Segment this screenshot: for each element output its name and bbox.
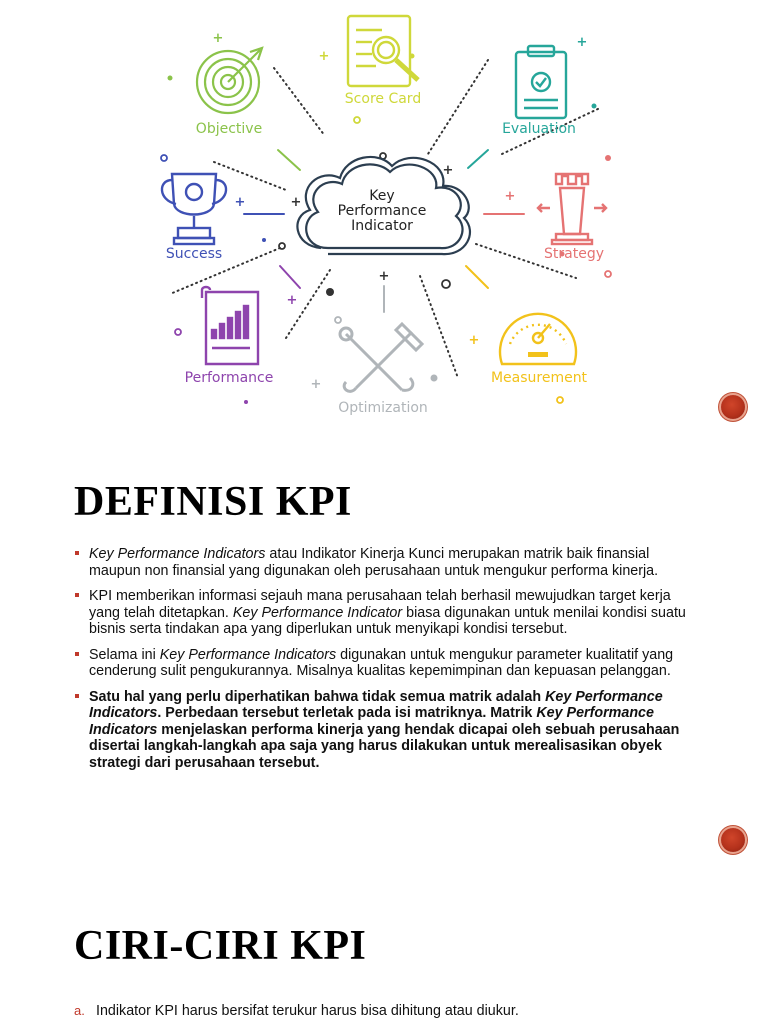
target-icon — [197, 48, 262, 113]
label-performance: Performance — [184, 370, 274, 386]
bullet-text: atau Indikator Kinerja Kunci merupakan matrik baik finansial maupun non finansial yang digunakan oleh perusahaan untuk mengukur performa kinerja. — [89, 546, 659, 579]
bullet-text: menjelaskan performa kinerja yang hendak dicapai oleh sebuah perusahaan disertai langkah-langkah apa saja yang harus dilakukan untuk merealisasikan obyek strategi dari perusahaan tersebut. — [89, 721, 680, 771]
bullet-marker — [75, 694, 79, 698]
ciri-ciri-list — [74, 1003, 519, 1019]
svg-text:+: + — [234, 195, 246, 210]
definisi-bullet-list — [74, 546, 694, 780]
clipboard-icon — [516, 46, 566, 118]
label-evaluation: Evaluation — [502, 121, 576, 137]
svg-text:+: + — [310, 377, 322, 392]
label-optimization: Optimization — [338, 400, 428, 416]
svg-text:+: + — [576, 35, 588, 50]
center-label-line-3: Indicator — [351, 218, 413, 234]
section-title-definisi: DEFINISI KPI — [74, 479, 352, 525]
list-item — [74, 1003, 519, 1019]
label-measurement: Measurement — [490, 370, 588, 386]
svg-text:+: + — [318, 49, 330, 64]
bullet-item — [74, 647, 694, 680]
bullet-item — [74, 588, 694, 638]
svg-text:+: + — [286, 293, 298, 308]
label-strategy: Strategy — [544, 246, 604, 262]
label-success: Success — [165, 246, 223, 262]
section-title-ciri-ciri: CIRI-CIRI KPI — [74, 923, 367, 969]
center-label-line-1: Key — [369, 188, 395, 204]
label-objective: Objective — [195, 121, 263, 137]
bullet-item — [74, 689, 694, 772]
bullet-text: Satu hal yang perlu diperhatikan bahwa tidak semua matrik adalah — [89, 688, 546, 705]
bullet-marker — [75, 593, 79, 597]
tools-icon — [340, 324, 422, 391]
svg-text:+: + — [468, 333, 480, 348]
bullet-text: digunakan untuk mengukur parameter kualitatif yang cenderung sulit pengukurannya. Misalnya kualitas kepemimpinan dan kepuasan pelanggan. — [89, 646, 674, 679]
bullet-text: biasa digunakan untuk menilai kondisi suatu bisnis serta tindakan apa yang diperlukan untuk menyikapi kondisi tersebut. — [89, 604, 686, 637]
kpi-diagram — [150, 8, 640, 428]
slide-marker-dot — [721, 395, 745, 419]
svg-text:+: + — [378, 269, 390, 284]
svg-text:+: + — [504, 189, 516, 204]
bullet-italic-text: Key Performance Indicators — [89, 688, 663, 721]
bullet-marker — [75, 652, 79, 656]
score-card-icon — [348, 16, 418, 86]
bullet-marker — [75, 551, 79, 555]
bullet-italic-text: Key Performance Indicators — [159, 646, 337, 663]
svg-text:+: + — [212, 31, 224, 46]
bullet-text: . Perbedaan tersebut terletak pada isi matriknya. Matrik — [157, 705, 537, 721]
list-marker: a. — [74, 1003, 85, 1018]
svg-text:+: + — [290, 195, 302, 210]
label-score-card: Score Card — [344, 91, 422, 107]
center-label-line-2: Performance — [337, 203, 427, 219]
bullet-text: Selama ini — [89, 646, 160, 663]
bullet-italic-text: Key Performance Indicators — [89, 546, 266, 562]
bullet-text: KPI memberikan informasi sejauh mana perusahaan telah berhasil mewujudkan target kerja yang telah ditetapkan. — [89, 588, 671, 621]
gauge-icon — [500, 314, 576, 364]
slide-marker-dot — [721, 828, 745, 852]
kpi-center-label — [302, 189, 462, 234]
svg-text:+: + — [442, 163, 454, 178]
bullet-item — [74, 546, 694, 579]
chess-rook-icon — [538, 174, 606, 244]
bullet-italic-text: Key Performance Indicator — [232, 604, 403, 621]
bar-chart-document-icon — [202, 287, 258, 364]
bullet-italic-text: Key Performance Indicators — [89, 705, 654, 738]
trophy-icon — [162, 174, 226, 244]
list-item-text: Indikator KPI harus bersifat terukur harus bisa dihitung atau diukur. — [96, 1003, 519, 1019]
